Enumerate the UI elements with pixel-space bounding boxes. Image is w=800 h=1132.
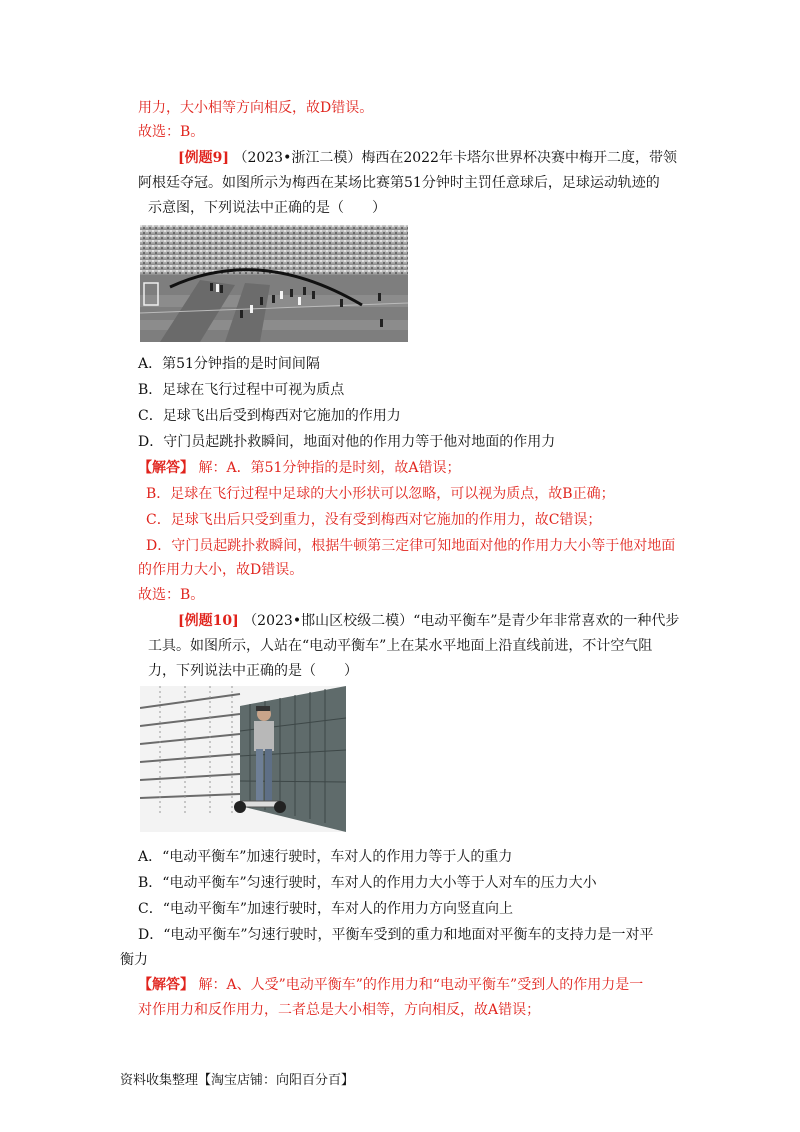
prev-answer-line: 用力，大小相等方向相反，故D错误。 <box>138 100 374 116</box>
example9-tag: [例题9] <box>178 150 229 166</box>
example10-option-d: D．“电动平衡车”匀速行驶时，平衡车受到的重力和地面对平衡车的支持力是一对平 <box>138 927 654 943</box>
example10-option-b: B．“电动平衡车”匀速行驶时，车对人的作用力大小等于人对车的压力大小 <box>138 875 597 891</box>
example10-answer-line1-text: 解：A、人受”电动平衡车”的作用力和“电动平衡车”受到人的作用力是一 <box>198 977 644 993</box>
example10-answer-line1 <box>138 975 643 995</box>
example9-option-c: C．足球飞出后受到梅西对它施加的作用力 <box>138 408 401 424</box>
example9-question-line3: 示意图，下列说法中正确的是（ ） <box>148 200 386 216</box>
example9-line1-text: （2023•浙江二模）梅西在2022年卡塔尔世界杯决赛中梅开二度，带领 <box>233 150 677 166</box>
example9-option-a: A．第51分钟指的是时间间隔 <box>138 356 320 372</box>
example10-figure <box>140 686 346 832</box>
example10-option-a: A．“电动平衡车”加速行驶时，车对人的作用力等于人的重力 <box>138 849 513 865</box>
example9-figure <box>140 225 408 342</box>
example9-option-d: D．守门员起跳扑救瞬间，地面对他的作用力等于他对地面的作用力 <box>138 434 556 450</box>
example10-question-line2: 工具。如图所示，人站在“电动平衡车”上在某水平地面上沿直线前进，不计空气阻 <box>148 638 653 654</box>
example10-line1-text: （2023•邯山区校级二模）“电动平衡车”是青少年非常喜欢的一种代步 <box>243 613 680 629</box>
example9-answer-tag: 【解答】 <box>138 460 194 476</box>
example9-answer-a-text: 解：A．第51分钟指的是时刻，故A错误； <box>198 460 461 476</box>
balance-scooter-image <box>140 686 346 832</box>
example10-option-d-cont: 衡力 <box>120 952 148 968</box>
example9-question-line1 <box>178 148 677 168</box>
example9-answer-d2: 的作用力大小，故D错误。 <box>138 562 304 578</box>
example9-option-b: B．足球在飞行过程中可视为质点 <box>138 382 345 398</box>
soccer-field-image <box>140 225 408 342</box>
example10-answer-line2: 对作用力和反作用力，二者总是大小相等，方向相反，故A错误； <box>138 1002 541 1018</box>
example10-answer-tag: 【解答】 <box>138 977 194 993</box>
page-footer: 资料收集整理【淘宝店铺：向阳百分百】 <box>120 1073 355 1088</box>
prev-answer-choice: 故选：B。 <box>138 124 205 140</box>
example10-option-c: C．“电动平衡车”加速行驶时，车对人的作用力方向竖直向上 <box>138 901 514 917</box>
example10-question-line1 <box>178 611 679 631</box>
example9-answer-b: B．足球在飞行过程中足球的大小形状可以忽略，可以视为质点，故B正确； <box>146 486 615 502</box>
example9-answer-choice: 故选：B。 <box>138 587 205 603</box>
example9-question-line2: 阿根廷夺冠。如图所示为梅西在某场比赛第51分钟时主罚任意球后，足球运动轨迹的 <box>138 175 660 191</box>
example10-question-line3: 力，下列说法中正确的是（ ） <box>148 663 358 679</box>
example9-answer-a <box>138 458 461 478</box>
example9-answer-c: C．足球飞出后只受到重力，没有受到梅西对它施加的作用力，故C错误； <box>146 512 602 528</box>
example10-tag: [例题10] <box>178 613 239 629</box>
example9-answer-d1: D．守门员起跳扑救瞬间，根据牛顿第三定律可知地面对他的作用力大小等于他对地面 <box>146 538 676 554</box>
